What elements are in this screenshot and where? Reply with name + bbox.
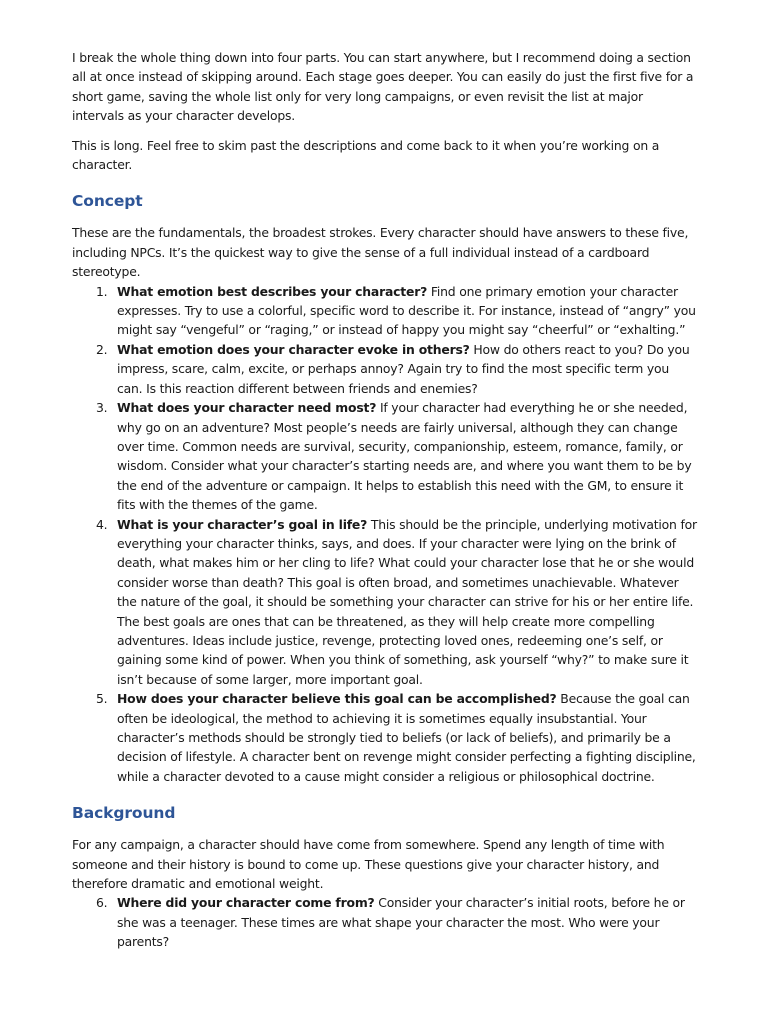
question-text: What emotion does your character evoke in others?: [117, 341, 470, 357]
list-item: [72, 398, 698, 514]
list-item: [72, 893, 698, 951]
list-number: 3.: [96, 400, 108, 416]
list-number: 5.: [96, 691, 108, 707]
question-list: [72, 282, 698, 787]
list-number: 4.: [96, 516, 108, 532]
intro-paragraph: I break the whole thing down into four parts. You can start anywhere, but I recommend doing a section all at once instead of skipping around. Each stage goes deeper. You can easily do just the first five for a short game, saving the whole list only for very long campaigns, or even revisit the list at major intervals as your character develops.: [72, 50, 694, 124]
description-text: If your character had everything he or she needed, why go on an adventure? Most people’s needs are fairly universal, although they can change over time. Common needs are survival, security, companionship, esteem, romance, family, or wisdom. Consider what your character’s starting needs are, and where you want them to be by the end of the adventure or campaign. It helps to establish this need with the GM, to ensure it fits with the themes of the game.: [117, 400, 692, 513]
question-text: What emotion best describes your character?: [117, 283, 428, 299]
description-text: Consider your character’s initial roots, before he or she was a teenager. These times are what shape your character the most. Who were your parents?: [117, 895, 685, 950]
question-text: What does your character need most?: [117, 400, 377, 416]
section-intro: For any campaign, a character should have come from somewhere. Spend any length of time with someone and their history is bound to come up. These questions give your character history, and therefore dramatic and emotional weight.: [72, 837, 665, 892]
section-intro: These are the fundamentals, the broadest strokes. Every character should have answers to these five, including NPCs. It’s the quickest way to give the sense of a full individual instead of a cardboard stereotype.: [72, 225, 689, 280]
document-page: [72, 48, 698, 952]
intro-paragraph: This is long. Feel free to skim past the descriptions and come back to it when you’re working on a character.: [72, 137, 660, 173]
description-text: How do others react to you? Do you impress, scare, calm, excite, or perhaps annoy? Again try to find the most specific term you can. Is this reaction different between friends and enemies?: [117, 341, 690, 396]
list-item: [72, 689, 698, 786]
list-item: [72, 340, 698, 398]
list-item: [72, 282, 698, 340]
section-heading-background: Background: [72, 804, 176, 823]
description-text: Find one primary emotion your character expresses. Try to use a colorful, specific word to describe it. For instance, instead of “angry” you might say “vengeful” or “raging,” or instead of happy you might say “cheerful” or “exhalting.”: [117, 283, 696, 338]
question-text: What is your character’s goal in life?: [117, 516, 368, 532]
list-item: [72, 515, 698, 690]
section-heading-concept: Concept: [72, 192, 143, 211]
list-number: 6.: [96, 895, 108, 911]
description-text: This should be the principle, underlying motivation for everything your character thinks, says, and does. If your character were lying on the brink of death, what makes him or her cling to life? What could your character lose that he or she would consider worse than death? This goal is often broad, and sometimes unachievable. Whatever the nature of the goal, it should be something your character can strive for his or her entire life. The best goals are ones that can be threatened, as they will help create more compelling adventures. Ideas include justice, revenge, protecting loved ones, redeeming one’s self, or gaining some kind of power. When you think of something, ask yourself “why?” to make sure it isn’t because of some larger, more important goal.: [117, 516, 697, 687]
description-text: Because the goal can often be ideological, the method to achieving it is sometimes equally insubstantial. Your character’s methods should be strongly tied to beliefs (or lack of beliefs), and primarily be a decision of lifestyle. A character bent on revenge might consider perfecting a fighting discipline, while a character devoted to a cause might consider a religious or philosophical doctrine.: [117, 691, 696, 784]
question-text: How does your character believe this goal can be accomplished?: [117, 691, 557, 707]
list-number: 2.: [96, 341, 108, 357]
question-list: [72, 893, 698, 951]
question-text: Where did your character come from?: [117, 895, 375, 911]
list-number: 1.: [96, 283, 108, 299]
